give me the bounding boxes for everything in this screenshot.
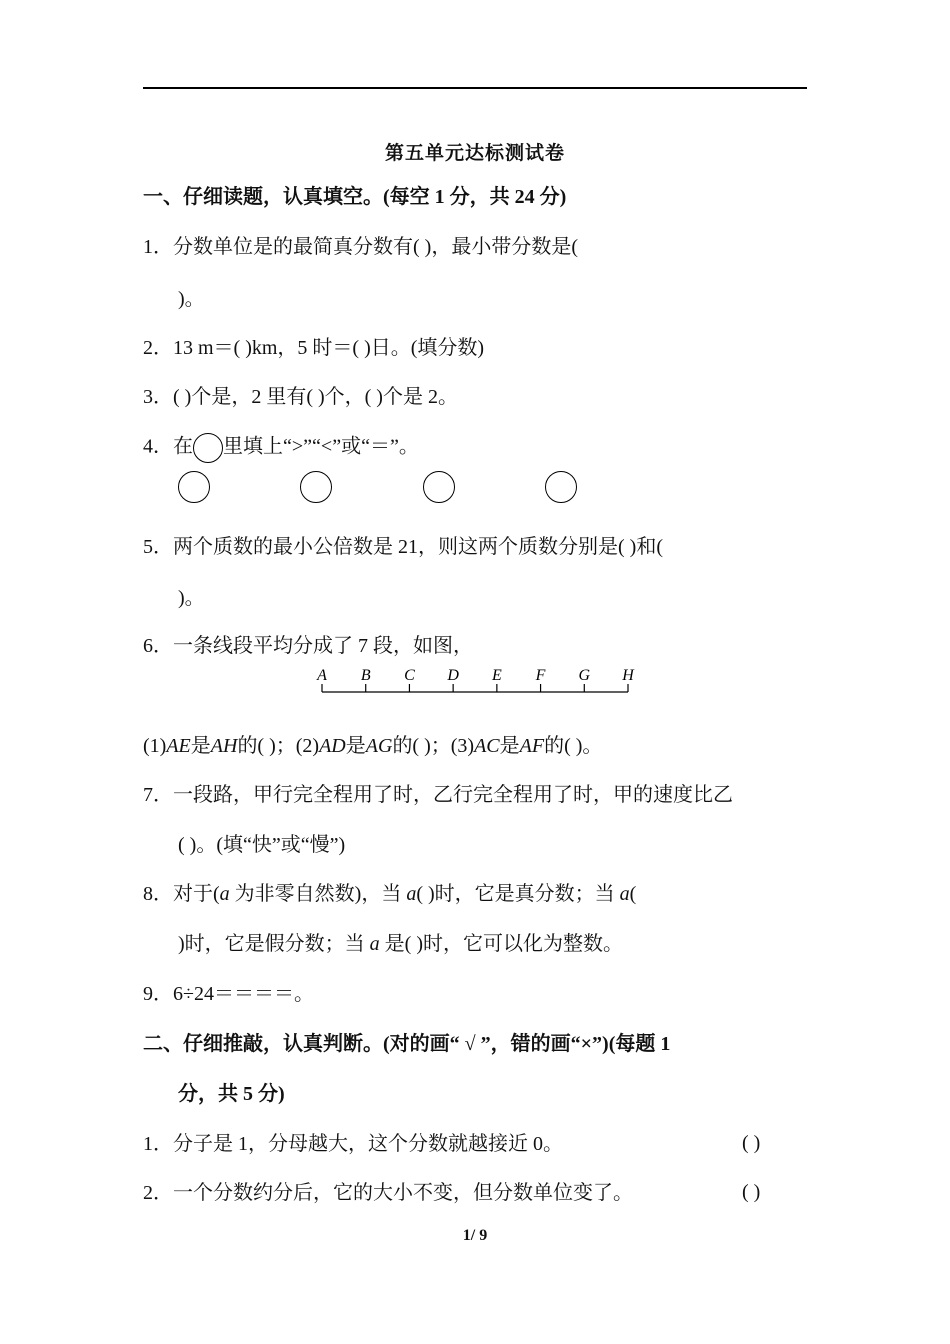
question-7b: ( )。(填“快”或“慢”) [178,834,346,856]
question-4 [143,433,419,463]
question-1a: 1．分数单位是的最简真分数有( )，最小带分数是( [143,236,578,258]
question-2: 2．13 m＝( )km，5 时＝( )日。(填分数) [143,337,485,359]
q6-part2-seg-a: AD [319,735,346,757]
question-5a: 5．两个质数的最小公倍数是 21，则这两个质数分别是( )和( [143,536,663,558]
q8a-var-a2: a [406,883,417,905]
q8a-text-4: ( [629,883,637,905]
q6-part3-blank: 的( )。 [544,735,603,757]
judge-bracket-2[interactable]: ( ) [742,1181,761,1203]
judge-bracket-1[interactable]: ( ) [742,1132,761,1154]
segment-label-b: B [360,667,371,684]
judge-question-2: 2．一个分数约分后，它的大小不变，但分数单位变了。 [143,1182,633,1204]
page-title: 第五单元达标测试卷 [384,143,565,164]
question-8a [143,882,636,906]
section1-heading: 一、仔细读题，认真填空。(每空 1 分，共 24 分) [143,186,567,208]
question-9: 9．6÷24＝＝＝＝。 [143,983,314,1005]
q6-part1-num: (1) [143,735,167,757]
q8b-var-a: a [369,933,380,955]
question-7a: 7．一段路，甲行完全程用了时，乙行完全程用了时，甲的速度比乙 [143,784,733,806]
segment-label-h: H [622,667,634,684]
section2-heading-a: 二、仔细推敲，认真判断。(对的画“ √ ”，错的画“×”)(每题 1 [143,1033,671,1055]
segment-label-f: F [535,667,546,684]
segment-ticks [322,684,628,692]
answer-circle-3[interactable] [423,471,455,503]
q6-part1-seg-b: AH [210,735,238,757]
q8a-text-3: ( )时，它是真分数；当 [416,883,620,905]
q8b-text-1: )时，它是假分数；当 [178,933,370,955]
question-1b: )。 [178,288,205,310]
q8a-text-2: 为非零自然数)，当 [229,883,407,905]
q6-part1-blank: 的( )； [237,735,296,757]
judge-question-1: 1．分子是 1，分母越大，这个分数就越接近 0。 [143,1133,563,1155]
q6-part2-mid: 是 [345,735,366,757]
q6-part3-seg-b: AF [519,735,545,757]
q8a-text-1: 8．对于( [143,883,220,905]
question-8b [178,932,623,956]
question-6: 6．一条线段平均分成了 7 段，如图， [143,635,473,657]
segment-label-d: D [447,667,459,684]
q6-part2-seg-b: AG [365,735,393,757]
segment-labels [316,667,635,684]
q6-part2-num: (2) [295,735,320,757]
segment-diagram [310,662,640,698]
answer-circle-2[interactable] [300,471,332,503]
segment-label-e: E [491,667,502,684]
q8a-var-a: a [219,883,230,905]
answer-circle-1[interactable] [178,471,210,503]
q6-part3-mid: 是 [499,735,520,757]
q6-part3-num: (3) [450,735,475,757]
q6-part1-mid: 是 [190,735,211,757]
q8b-text-2: 是( )时，它可以化为整数。 [379,933,623,955]
question-4-pre: 4．在 [143,435,193,458]
q6-part3-seg-a: AC [474,735,500,757]
segment-label-a: A [317,667,327,684]
question-3: 3．( )个是，2 里有( )个，( )个是 2。 [143,386,458,408]
page-number: 1/ 9 [462,1227,488,1244]
q6-part1-seg-a: AE [166,735,191,757]
compare-circle-icon [193,433,223,463]
segment-label-c: C [404,667,415,684]
section2-heading-b: 分，共 5 分) [178,1083,285,1105]
q6-part2-blank: 的( )； [392,735,451,757]
question-4-post: 里填上“>”“<”或“＝”。 [223,435,419,458]
question-5b: )。 [178,587,205,609]
question-6-parts [143,734,602,758]
segment-label-g: G [578,667,591,684]
answer-circle-4[interactable] [545,471,577,503]
header-rule [143,87,807,89]
q8a-var-a3: a [619,883,630,905]
